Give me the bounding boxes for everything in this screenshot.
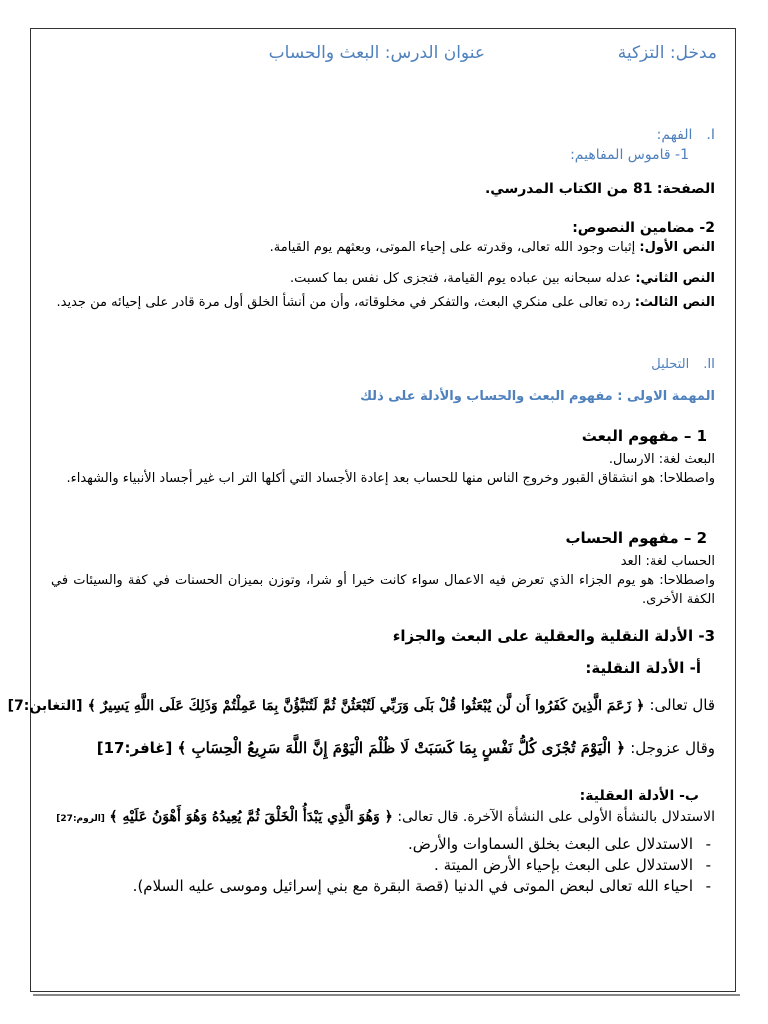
dictionary-heading: 1- قاموس المفاهيم: <box>570 147 689 163</box>
texts-heading: 2- مضامين النصوص: <box>572 220 715 236</box>
concept-heading: 2 – مفهوم الحساب <box>565 529 707 547</box>
text-item: النص الثالث: رده تعالى على منكري البعث، والتفكر في مخلوقاته، وأن من أنشأ الخلق أول مرة قادر على إحيائه من جديد. <box>56 295 715 310</box>
section-analysis <box>51 355 715 407</box>
verse-line <box>7 693 715 718</box>
texts-contents <box>51 219 715 318</box>
verse-ref: [الروم:27] <box>56 814 105 824</box>
evidence-heading: 3- الأدلة النقلية والعقلية على البعث والجزاء <box>392 627 715 645</box>
verse-intro: وقال عزوجل: <box>630 739 715 757</box>
list-item: - احياء الله تعالى لبعض الموتى في الدنيا (قصة البقرة مع بني إسرائيل وموسى عليه السلام). <box>51 876 715 897</box>
lesson-intro: مدخل: التزكية <box>617 43 717 63</box>
text-item: النص الأول: إثبات وجود الله تعالى، وقدرته على إحياء الموتى، وبعثهم يوم القيامة. <box>269 240 715 255</box>
page-label: الصفحة: <box>656 181 715 197</box>
verse-text: ﴿ وَهُوَ الَّذِي يَبْدَأُ الْخَلْقَ ثُمَّ يُعِيدُهُ وَهُوَ أَهْوَنُ عَلَيْهِ ﴾ <box>109 809 393 825</box>
section-numeral: II. <box>703 357 715 372</box>
list-item: - الاستدلال على البعث بإحياء الأرض الميتة . <box>51 855 715 876</box>
concept-reckoning <box>51 529 715 609</box>
concept-heading: 1 – مفهوم البعث <box>581 427 707 445</box>
list-item: - الاستدلال على البعث بخلق السماوات والأرض. <box>51 834 715 855</box>
text-item: النص الثاني: عدله سبحانه بين عباده يوم القيامة، فتجزى كل نفس بما كسبت. <box>289 271 715 286</box>
verse-text: ﴿ زَعَمَ الَّذِينَ كَفَرُوا أَن لَّن يُبْعَثُوا قُلْ بَلَى وَرَبِّي لَتُبْعَثُنَّ ثُمَّ لَتُنَبَّؤُنَّ بِمَا عَمِلْتُمْ وَذَلِكَ عَلَى اللَّهِ يَسِيرٌ ﴾ <box>87 698 645 714</box>
header <box>51 43 717 69</box>
rational-evidence-heading: ب- الأدلة العقلية: <box>579 788 699 804</box>
section-title: الفهم: <box>656 127 693 143</box>
page-value: 81 من الكتاب المدرسي. <box>484 181 653 197</box>
verse-ref: [غافر:17] <box>96 739 173 757</box>
evidence-section <box>7 625 715 897</box>
rational-intro: الاستدلال بالنشأة الأولى على النشأة الآخرة. قال تعالى: ﴿ وَهُوَ الَّذِي يَبْدَأُ الْخَلْقَ ثُمَّ يُعِيدُهُ وَهُوَ أَهْوَنُ عَلَيْهِ ﴾ [الروم:27] <box>56 809 715 825</box>
section-understanding <box>51 125 715 199</box>
document-page <box>7 28 736 992</box>
section-numeral: I. <box>706 127 715 143</box>
concept-term: واصطلاحا: هو انشقاق القبور وخروج الناس منها للحساب بعد إعادة الأجساد التي أكلها التر اب غير أجساد الأنبياء والشهداء. <box>66 471 715 486</box>
verse-line <box>51 736 715 760</box>
section-title: التحليل <box>651 357 690 372</box>
concept-term: واصطلاحا: هو يوم الجزاء الذي تعرض فيه الاعمال سواء كانت خيرا أو شرا، وتوزن بميزان الحسنات في كفة والسيئات في الكفة الأخرى. <box>51 573 715 607</box>
concept-resurrection <box>51 427 715 488</box>
concept-lang: الحساب لغة: العد <box>620 554 715 569</box>
verse-intro: قال تعالى: <box>649 696 715 714</box>
concept-lang: البعث لغة: الارسال. <box>608 452 715 467</box>
lesson-title: عنوان الدرس: البعث والحساب <box>268 43 485 63</box>
rational-list <box>51 834 715 897</box>
verse-ref: [التغابن:7] <box>7 698 83 714</box>
textual-evidence-heading: أ- الأدلة النقلية: <box>585 659 701 677</box>
page-reference <box>51 179 715 199</box>
verse-text: ﴿ الْيَوْمَ تُجْزَى كُلُّ نَفْسٍ بِمَا كَسَبَتْ لَا ظُلْمَ الْيَوْمَ إِنَّ اللَّهَ سَرِيعُ الْحِسَابِ ﴾ <box>177 739 626 757</box>
task-heading: المهمة الاولى : مفهوم البعث والحساب والأدلة على ذلك <box>360 389 715 404</box>
